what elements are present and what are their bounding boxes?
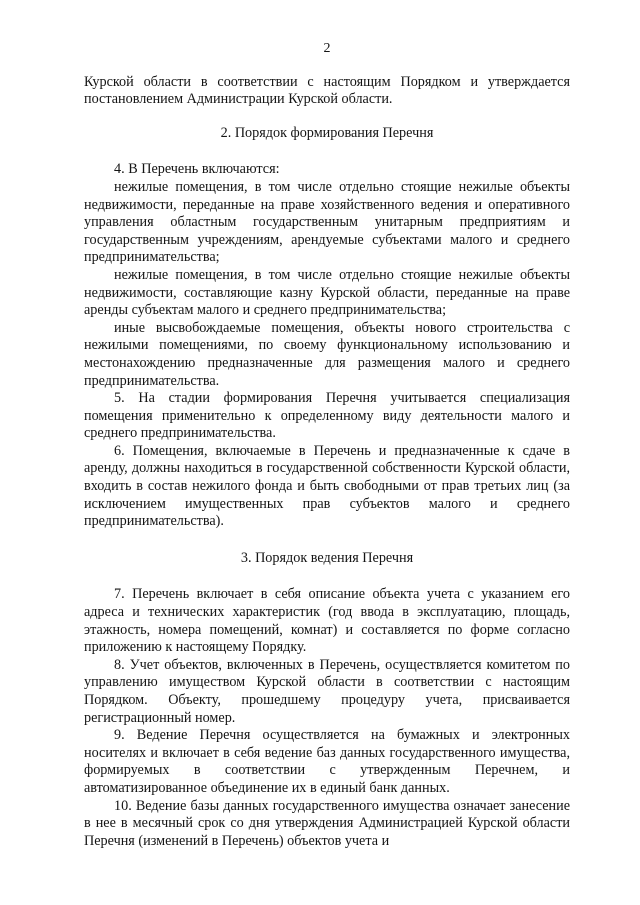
section-3-heading: 3. Порядок ведения Перечня [240, 549, 414, 566]
paragraph-4-item-b: нежилые помещения, в том числе отдельно стоящие нежилые объекты недвижимости, составляющие казну Курской области, переданные на праве аренды субъектам малого и среднего предпринимательства; [84, 266, 570, 319]
paragraph-6: 6. Помещения, включаемые в Перечень и предназначенные к сдаче в аренду, должны находиться в государственной собственности Курской области, входить в состав нежилого фонда и быть свободными от прав третьих лиц (за исключением имущественных прав субъектов малого и среднего предпринимательства). [84, 442, 570, 530]
page-number: 2 [323, 41, 331, 56]
paragraph-4-item-a: нежилые помещения, в том числе отдельно стоящие нежилые объекты недвижимости, переданные на праве хозяйственного ведения и оперативного управления областным государственным унитарным предприятиям и государственным учреждениям, арендуемые субъектами малого и среднего предпринимательства; [84, 178, 570, 266]
paragraph-9: 9. Ведение Перечня осуществляется на бумажных и электронных носителях и включает в себя ведение баз данных государственного имущества, формируемых в соответствии с утвержденным Перечнем, и автоматизированное объединение их в единый банк данных. [84, 727, 570, 796]
paragraph-5: 5. На стадии формирования Перечня учитывается специализация помещения применительно к определенному виду деятельности малого и среднего предпринимательства. [84, 390, 570, 442]
paragraph-7: 7. Перечень включает в себя описание объекта учета с указанием его адреса и технических характеристик (год ввода в эксплуатацию, площадь, этажность, номера помещений, комнат) и составляется по форме согласно приложению к настоящему Порядку. [84, 586, 570, 656]
intro-paragraph: Курской области в соответствии с настоящим Порядком и утверждается постановлением Администрации Курской области. [84, 73, 570, 108]
section-2-heading: 2. Порядок формирования Перечня [220, 124, 434, 141]
paragraph-8: 8. Учет объектов, включенных в Перечень, осуществляется комитетом по управлению имуществом Курской области в соответствии с настоящим Порядком. Объекту, прошедшему процедуру учета, присваивается регистрационный номер. [84, 656, 570, 726]
paragraph-4-item-c: иные высвобождаемые помещения, объекты нового строительства с нежилыми помещениями, по своему функциональному использованию и местонахождению предназначенные для размещения малого и среднего предпринимательства. [84, 319, 570, 389]
document-page [84, 40, 570, 850]
paragraph-4-title: 4. В Перечень включаются: [114, 161, 280, 178]
paragraph-10: 10. Ведение базы данных государственного имущества означает занесение в нее в месячный срок со дня утверждения Администрацией Курской области Перечня (изменений в Перечень) объектов учета и [84, 797, 570, 849]
